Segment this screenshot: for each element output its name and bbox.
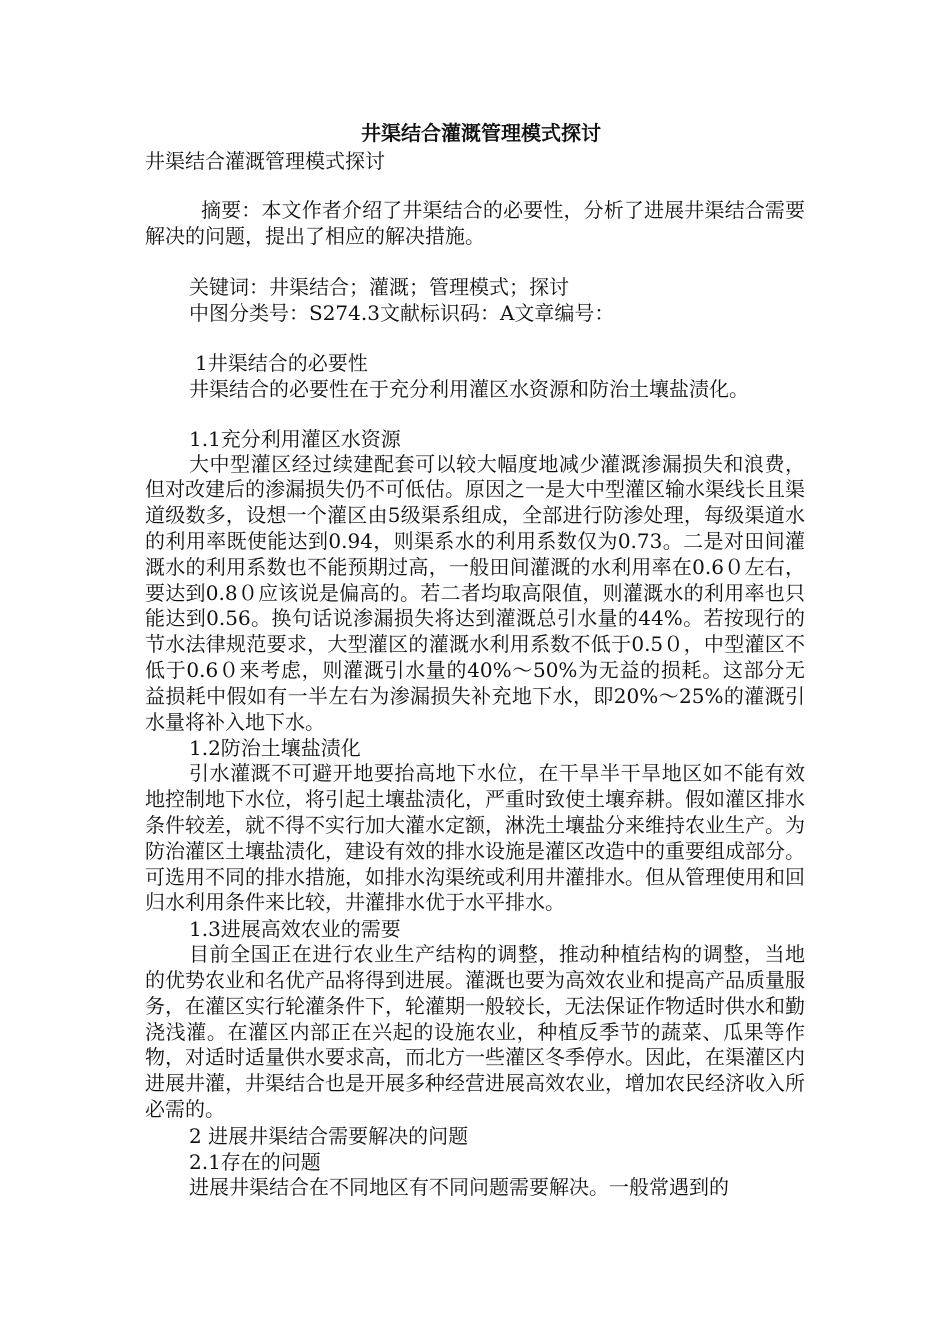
spacer [145, 250, 805, 274]
spacer [145, 402, 805, 426]
document-title: 井渠结合灌溉管理模式探讨 [361, 121, 601, 145]
section-1-1-heading: 1.1充分利用灌区水资源 [189, 426, 401, 451]
section-1-2-heading: 1.2防治土壤盐渍化 [189, 736, 361, 761]
keywords-line: 关键词：井渠结合；灌溉；管理模式；探讨 [189, 274, 569, 299]
section-2-heading: 2 进展井渠结合需要解决的问题 [189, 1123, 469, 1148]
document-page [145, 118, 805, 1201]
document-subtitle: 井渠结合灌溉管理模式探讨 [145, 149, 385, 173]
section-1-heading: 1井渠结合的必要性 [195, 350, 368, 375]
spacer [145, 326, 805, 350]
section-1-text: 井渠结合的必要性在于充分利用灌区水资源和防治土壤盐渍化。 [189, 376, 749, 401]
spacer [145, 174, 805, 198]
section-1-1-paragraph: 大中型灌区经过续建配套可以较大幅度地减少灌溉渗漏损失和浪费，但对改建后的渗漏损失仍不可低估。原因之一是大中型灌区输水渠线长且渠道级数多，设想一个灌区由5级渠系组成，全部进行防渗处理，每级渠道水的利用率既使能达到0.94，则渠系水的利用系数仅为0.73。二是对田间灌溉水的利用系数也不能预期过高，一般田间灌溉的水利用率在0.6０左右，要达到0.8０应该说是偏高的。若二者均取高限值，则灌溉水的利用率也只能达到0.56。换句话说渗漏损失将达到灌溉总引水量的44%。若按现行的节水法律规范要求，大型灌区的灌溉水利用系数不低于0.5０，中型灌区不低于0.6０来考虑，则灌溉引水量的40%～50%为无益的损耗。这部分无益损耗中假如有一半左右为渗漏损失补充地下水，即20%～25%的灌溉引水量将补入地下水。 [145, 451, 805, 734]
section-1-3-paragraph: 目前全国正在进行农业生产结构的调整，推动种植结构的调整，当地的优势农业和名优产品将得到进展。灌溉也要为高效农业和提高产品质量服务，在灌区实行轮灌条件下，轮灌期一般较长，无法保证作物适时供水和勤浇浅灌。在灌区内部正在兴起的设施农业，种植反季节的蔬菜、瓜果等作物，对适时适量供水要求高，而北方一些灌区冬季停水。因此，在渠灌区内进展井灌，井渠结合也是开展多种经营进展高效农业，增加农民经济收入所必需的。 [145, 942, 805, 1121]
section-1-3-heading: 1.3进展高效农业的需要 [189, 917, 401, 942]
section-2-1-heading: 2.1存在的问题 [189, 1149, 321, 1174]
classification-line: 中图分类号：S274.3文献标识码：A文章编号： [189, 300, 615, 325]
section-1-2-paragraph: 引水灌溉不可避开地要抬高地下水位，在干旱半干旱地区如不能有效地控制地下水位，将引起土壤盐渍化，严重时致使土壤弃耕。假如灌区排水条件较差，就不得不实行加大灌水定额，淋洗土壤盐分来维持农业生产。为防治灌区土壤盐渍化，建设有效的排水设施是灌区改造中的重要组成部分。可选用不同的排水措施，如排水沟渠统或利用井灌排水。但从管理使用和回归水利用条件来比较，井灌排水优于水平排水。 [145, 761, 805, 915]
abstract-paragraph: 摘要：本文作者介绍了井渠结合的必要性，分析了进展井渠结合需要解决的问题，提出了相应的解决措施。 [145, 198, 805, 248]
section-2-1-paragraph: 进展井渠结合在不同地区有不同问题需要解决。一般常遇到的 [189, 1174, 729, 1199]
